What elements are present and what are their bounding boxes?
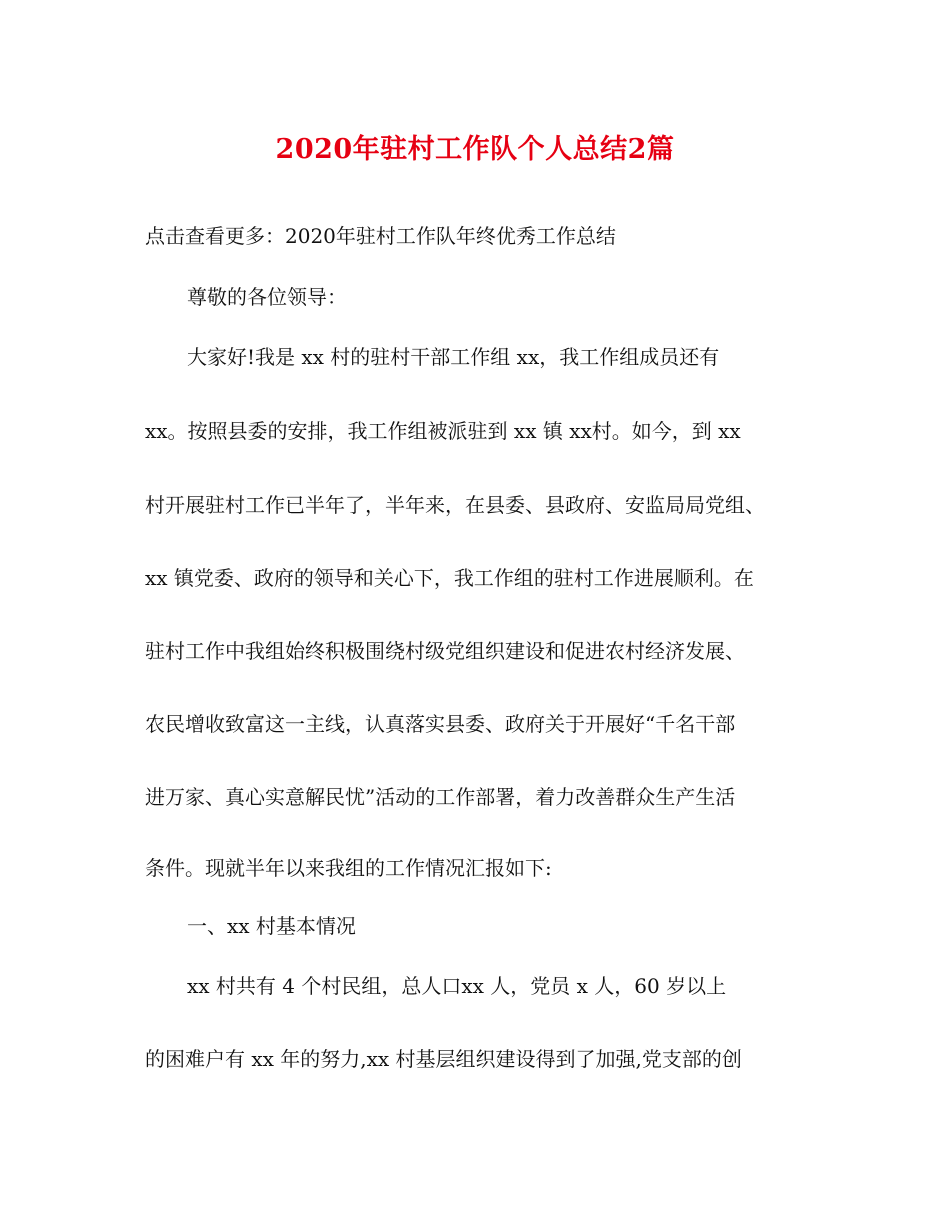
greeting-line: 尊敬的各位领导：	[187, 285, 347, 309]
body-line-6: 农民增收致富这一主线，认真落实县委、政府关于开展好“千名干部	[145, 712, 736, 736]
body-line-8: 条件。现就半年以来我组的工作情况汇报如下:	[145, 856, 552, 880]
more-link-line[interactable]: 点击查看更多：2020年驻村工作队年终优秀工作总结	[145, 224, 616, 248]
body-line-4: xx 镇党委、政府的领导和关心下，我工作组的驻村工作进展顺利。在	[145, 566, 754, 590]
body-line-7: 进万家、真心实意解民忧”活动的工作部署，着力改善群众生产生活	[145, 785, 736, 809]
section-heading: 一、xx 村基本情况	[187, 914, 356, 938]
body-line-5: 驻村工作中我组始终积极围绕村级党组织建设和促进农村经济发展、	[145, 639, 745, 663]
body-line-10: 的困难户有 xx 年的努力,xx 村基层组织建设得到了加强,党支部的创	[145, 1047, 742, 1071]
document-title: 2020年驻村工作队个人总结2篇	[275, 134, 675, 165]
body-line-3: 村开展驻村工作已半年了，半年来，在县委、县政府、安监局局党组、	[145, 493, 765, 517]
body-line-1: 大家好!我是 xx 村的驻村干部工作组 xx，我工作组成员还有	[187, 345, 720, 369]
body-line-9: xx 村共有 4 个村民组，总人口xx 人，党员 x 人，60 岁以上	[187, 974, 727, 998]
body-line-2: xx。按照县委的安排，我工作组被派驻到 xx 镇 xx村。如今，到 xx	[145, 419, 741, 443]
